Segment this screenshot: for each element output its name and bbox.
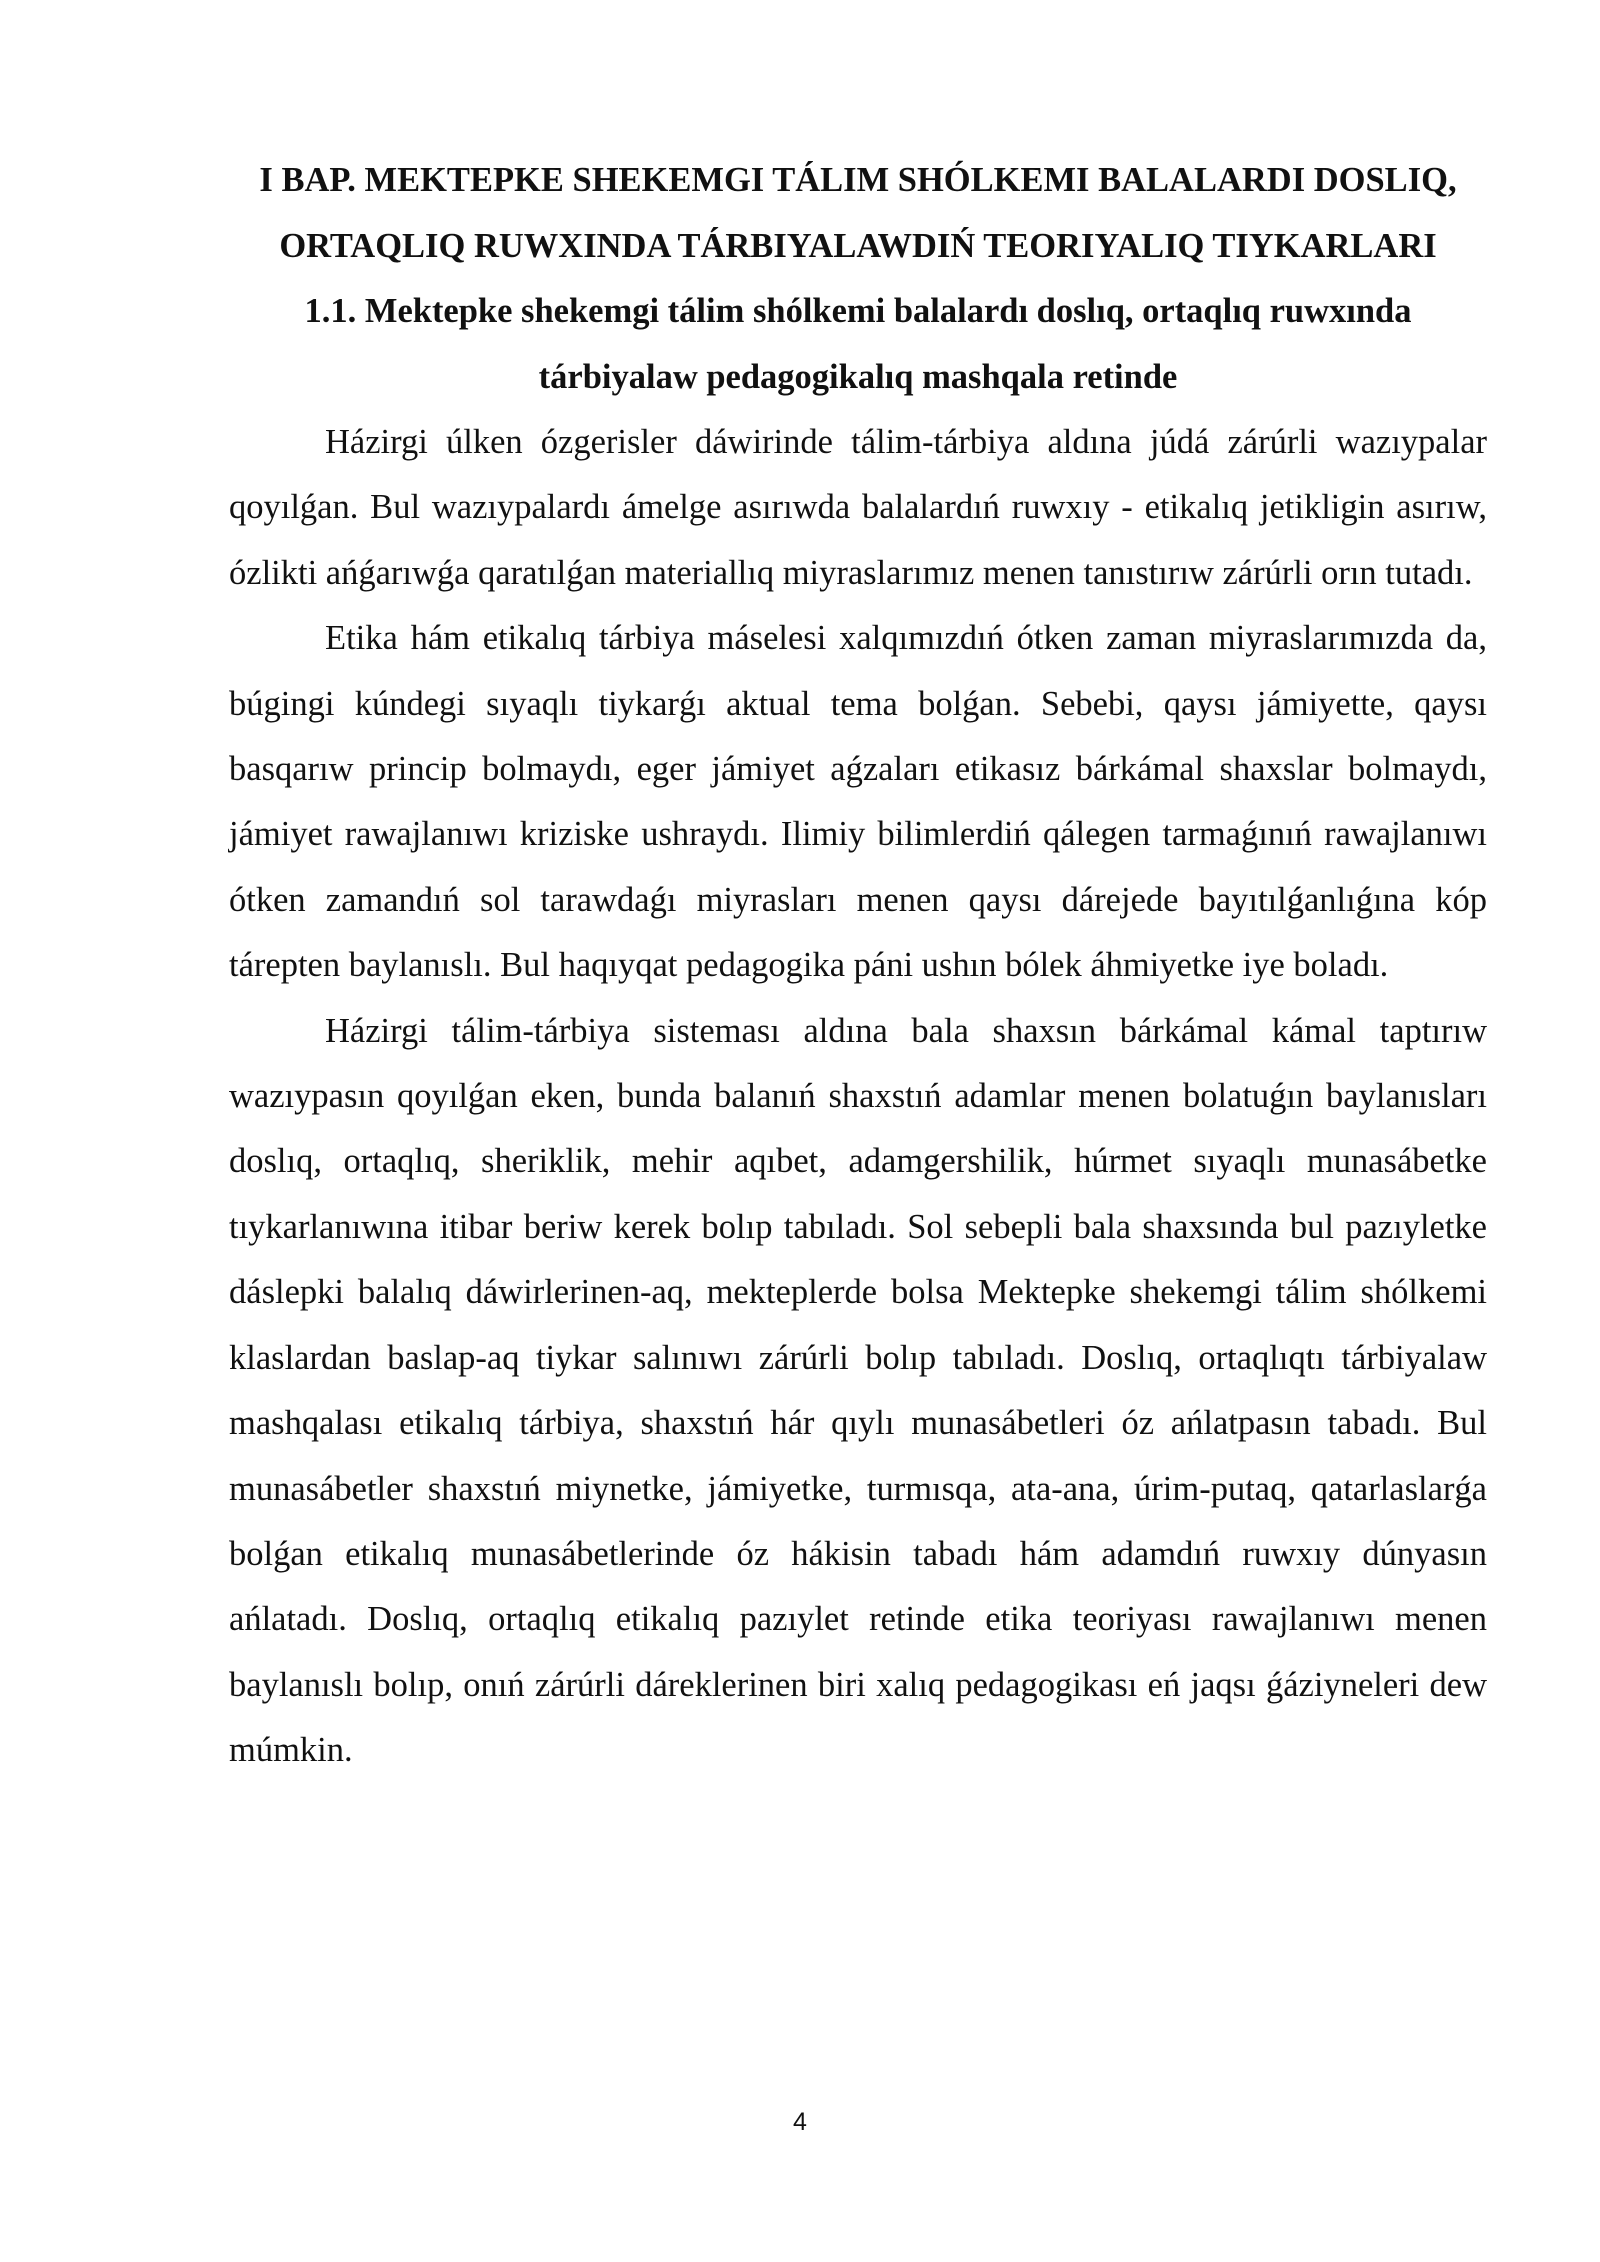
page-content — [229, 148, 1487, 1784]
chapter-title: I BAP. MEKTEPKE SHEKEMGI TÁLIM SHÓLKEMI BALALARDI DOSLIQ, ORTAQLIQ RUWXINDA TÁRBIYALAWDIŃ TEORIYALIQ TIYKARLARI — [259, 161, 1457, 265]
paragraph-1: Házirgi úlken ózgerisler dáwirinde tálim-tárbiya aldına júdá zárúrli wazıypalar qoyılǵan. Bul wazıypalardı ámelge asırıwda balalardıń ruwxıy - etikalıq jetikligin asırıw, ózlikti ańǵarıwǵa qaratılǵan materiallıq miyraslarımız menen tanıstırıw zárúrli orın tutadı. — [229, 423, 1487, 592]
section-title: 1.1. Mektepke shekemgi tálim shólkemi balalardı doslıq, ortaqlıq ruwxında tárbiyalaw pedagogikalıq mashqala retinde — [304, 292, 1412, 396]
page-number: 4 — [793, 2108, 807, 2136]
paragraph-2: Etika hám etikalıq tárbiya máselesi xalqımızdıń ótken zaman miyraslarımızda da, búgingi kúndegi sıyaqlı tiykarǵı aktual tema bolǵan. Sebebi, qaysı jámiyette, qaysı basqarıw princip bolmaydı, eger jámiyet aǵzaları etikasız bárkámal shaxslar bolmaydı, jámiyet rawajlanıwı kriziske ushraydı. Ilimiy bilimlerdiń qálegen tarmaǵınıń rawajlanıwı ótken zamandıń sol tarawdaǵı miyrasları menen qaysı dárejede bayıtılǵanlıǵına kóp tárepten baylanıslı. Bul haqıyqat pedagogika páni ushın bólek áhmiyetke iye boladı. — [229, 619, 1487, 985]
paragraph-3: Házirgi tálim-tárbiya sisteması aldına bala shaxsın bárkámal kámal taptırıw wazıypasın qoyılǵan eken, bunda balanıń shaxstıń adamlar menen bolatuǵın baylanısları doslıq, ortaqlıq, sheriklik, mehir aqıbet, adamgershilik, húrmet sıyaqlı munasábetke tıykarlanıwına itibar beriw kerek bolıp tabıladı. Sol sebepli bala shaxsında bul pazıyletke dáslepki balalıq dáwirlerinen-aq, mekteplerde bolsa Mektepke shekemgi tálim shólkemi klaslardan baslap-aq tiykar salınıwı zárúrli bolıp tabıladı. Doslıq, ortaqlıqtı tárbiyalaw mashqalası etikalıq tárbiya, shaxstıń hár qıylı munasábetleri óz ańlatpasın tabadı. Bul munasábetler shaxstıń miynetke, jámiyetke, turmısqa, ata-ana, úrim-putaq, qatarlaslarǵa bolǵan etikalıq munasábetlerinde óz hákisin tabadı hám adamdıń ruwxıy dúnyasın ańlatadı. Doslıq, ortaqlıq etikalıq pazıylet retinde etika teoriyası rawajlanıwı menen baylanıslı bolıp, onıń zárúrli dáreklerinen biri xalıq pedagogikası eń jaqsı ǵáziyneleri dew múmkin. — [229, 1011, 1487, 1770]
